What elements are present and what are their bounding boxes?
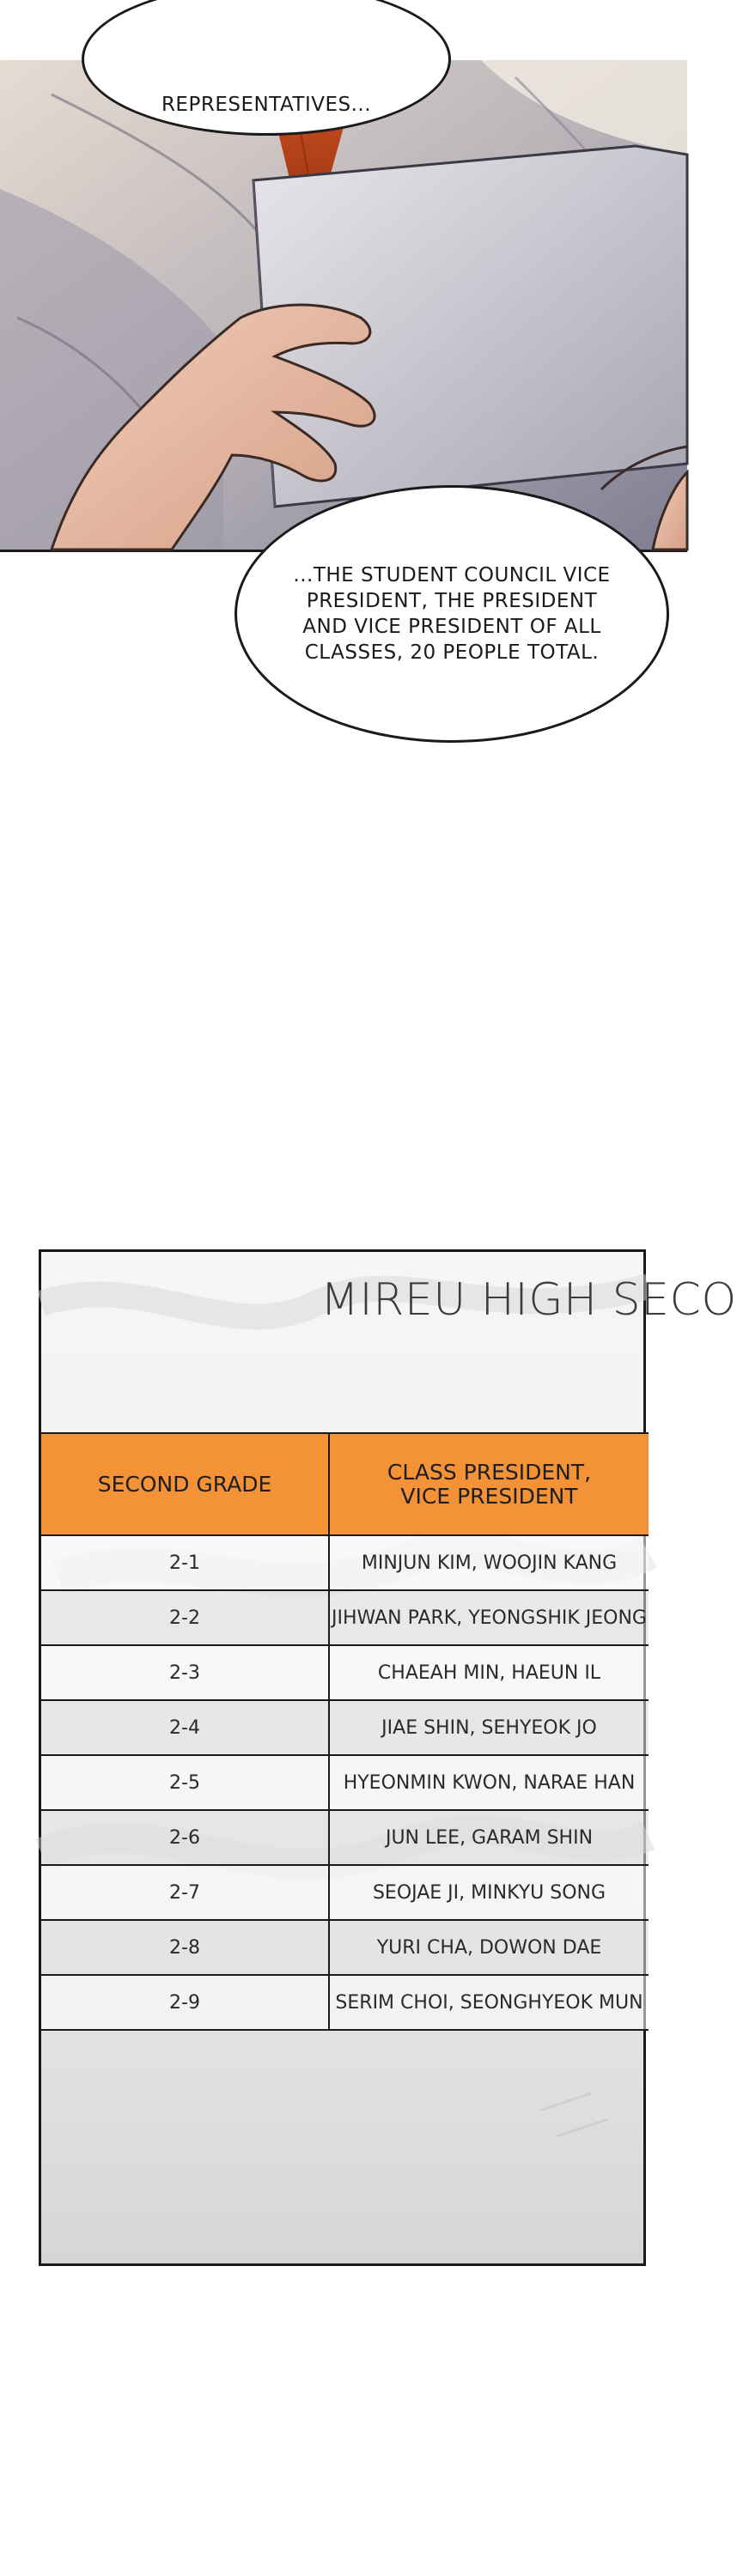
class-cell: 2-6 (41, 1810, 329, 1865)
class-cell: 2-2 (41, 1590, 329, 1645)
column-header-officers-line1: CLASS PRESIDENT, (387, 1459, 592, 1485)
table-row (41, 1590, 649, 1645)
names-cell: SERIM CHOI, SEONGHYEOK MUN (329, 1975, 649, 2030)
table-header-row (41, 1433, 649, 1535)
table-row (41, 1535, 649, 1590)
table-row (41, 1700, 649, 1755)
names-cell: YURI CHA, DOWON DAE (329, 1920, 649, 1975)
table-row (41, 1975, 649, 2030)
speech-bubble-bottom-text: ...THE STUDENT COUNCIL VICE PRESIDENT, THE PRESIDENT AND VICE PRESIDENT OF ALL CLASSES, 20 PEOPLE TOTAL. (293, 564, 611, 664)
class-cell: 2-5 (41, 1755, 329, 1810)
column-header-officers-line2: VICE PRESIDENT (400, 1483, 578, 1509)
table-row (41, 1755, 649, 1810)
names-cell: JUN LEE, GARAM SHIN (329, 1810, 649, 1865)
class-cell: 2-1 (41, 1535, 329, 1590)
names-cell: MINJUN KIM, WOOJIN KANG (329, 1535, 649, 1590)
table-row (41, 1920, 649, 1975)
table-row (41, 1645, 649, 1700)
names-cell: CHAEAH MIN, HAEUN IL (329, 1645, 649, 1700)
speech-bubble-bottom (234, 485, 669, 743)
names-cell: SEOJAE JI, MINKYU SONG (329, 1865, 649, 1920)
names-cell: HYEONMIN KWON, NARAE HAN (329, 1755, 649, 1810)
illustration-panel (0, 60, 687, 552)
speech-bubble-top-text: REPRESENTATIVES... (161, 94, 372, 116)
column-header-officers (329, 1433, 649, 1535)
table-row (41, 1810, 649, 1865)
names-cell: JIHWAN PARK, YEONGSHIK JEONG (329, 1590, 649, 1645)
table-row (41, 1865, 649, 1920)
class-representatives-table (41, 1432, 649, 2031)
names-cell: JIAE SHIN, SEHYEOK JO (329, 1700, 649, 1755)
roster-document-panel (39, 1249, 737, 2266)
hand-holding-paper-illustration (0, 60, 687, 550)
class-cell: 2-7 (41, 1865, 329, 1920)
class-cell: 2-3 (41, 1645, 329, 1700)
document-title: MIREU HIGH SECO (320, 1274, 737, 1326)
class-cell: 2-9 (41, 1975, 329, 2030)
column-header-grade: SECOND GRADE (41, 1433, 329, 1535)
class-cell: 2-8 (41, 1920, 329, 1975)
class-cell: 2-4 (41, 1700, 329, 1755)
